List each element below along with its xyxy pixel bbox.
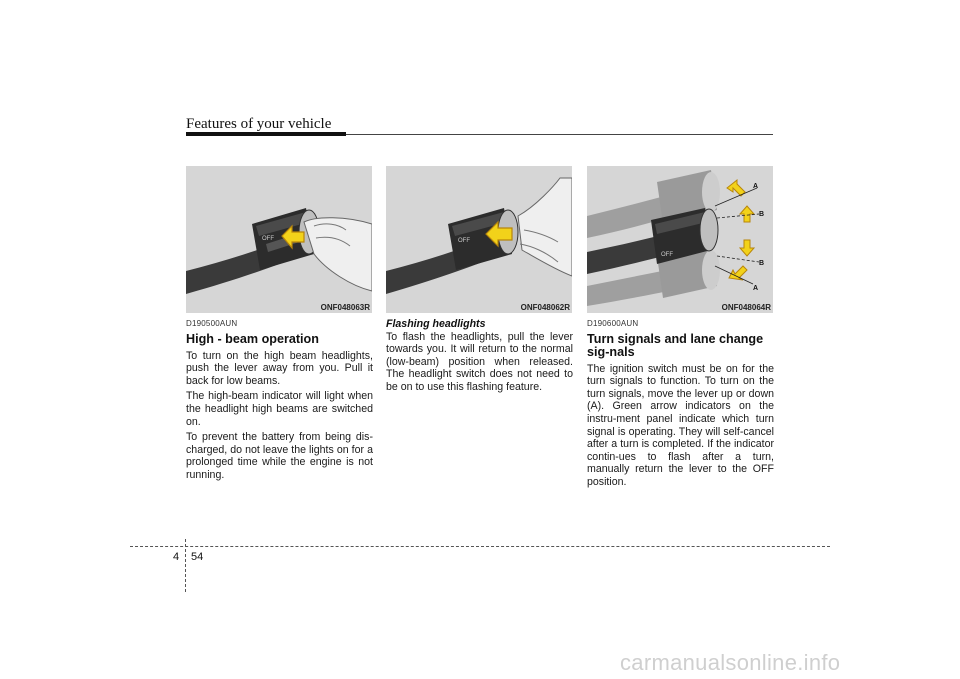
figure-flashing-headlights — [386, 166, 572, 313]
label-a-top: A — [753, 183, 759, 190]
footer-rule — [130, 546, 830, 547]
svg-text:OFF: OFF — [661, 252, 673, 258]
label-b-top: B — [759, 211, 765, 218]
paragraph: The high-beam indicator will light when the headlight high beams are switched on. — [186, 390, 373, 428]
paragraph: To turn on the high beam headlights, push the lever away from you. Pull it back for low beams. — [186, 349, 373, 387]
label-a-bottom: A — [753, 285, 759, 292]
section-subheading: Flashing headlights — [386, 318, 486, 330]
watermark: carmanualsonline.info — [620, 650, 841, 675]
figure-turn-signals — [587, 166, 773, 313]
section-high-beam — [186, 318, 373, 485]
svg-text:OFF: OFF — [458, 238, 470, 244]
paragraph: To flash the headlights, pull the lever towards you. It will return to the normal (low-beam) position when released. The headlight switch does not need to be on to use this flashing feature. — [386, 330, 573, 393]
section-code: D190600AUN — [587, 319, 639, 328]
header-title: Features of your vehicle — [186, 116, 332, 132]
header-rule-accent — [186, 132, 346, 136]
section-turn-signals — [587, 318, 774, 492]
label-b-bottom: B — [759, 260, 765, 267]
figure-code: ONF048062R — [520, 303, 570, 312]
svg-text:OFF: OFF — [262, 236, 274, 242]
figure-code: ONF048063R — [320, 303, 370, 312]
paragraph: The ignition switch must be on for the turn signals to function. To turn on the turn signals, move the lever up or down (A). Green arrow indicators on the instru-ment panel indicate which turn signal is operating. They will self-cancel after a turn is completed. If the indicator contin-ues to flash after a turn, manually return the lever to the OFF position. — [587, 362, 774, 488]
section-heading: Turn signals and lane change sig-nals — [587, 331, 764, 359]
paragraph: To prevent the battery from being dis-charged, do not leave the lights on for a prolonged time while the engine is not running. — [186, 431, 373, 481]
section-heading: High - beam operation — [186, 331, 319, 346]
page-number: 54 — [191, 551, 204, 563]
figure-code: ONF048064R — [721, 303, 771, 312]
footer-divider — [185, 539, 186, 592]
section-code: D190500AUN — [186, 319, 238, 328]
figure-high-beam — [186, 166, 372, 313]
section-flashing-headlights — [386, 318, 573, 397]
chapter-number: 4 — [173, 551, 180, 563]
